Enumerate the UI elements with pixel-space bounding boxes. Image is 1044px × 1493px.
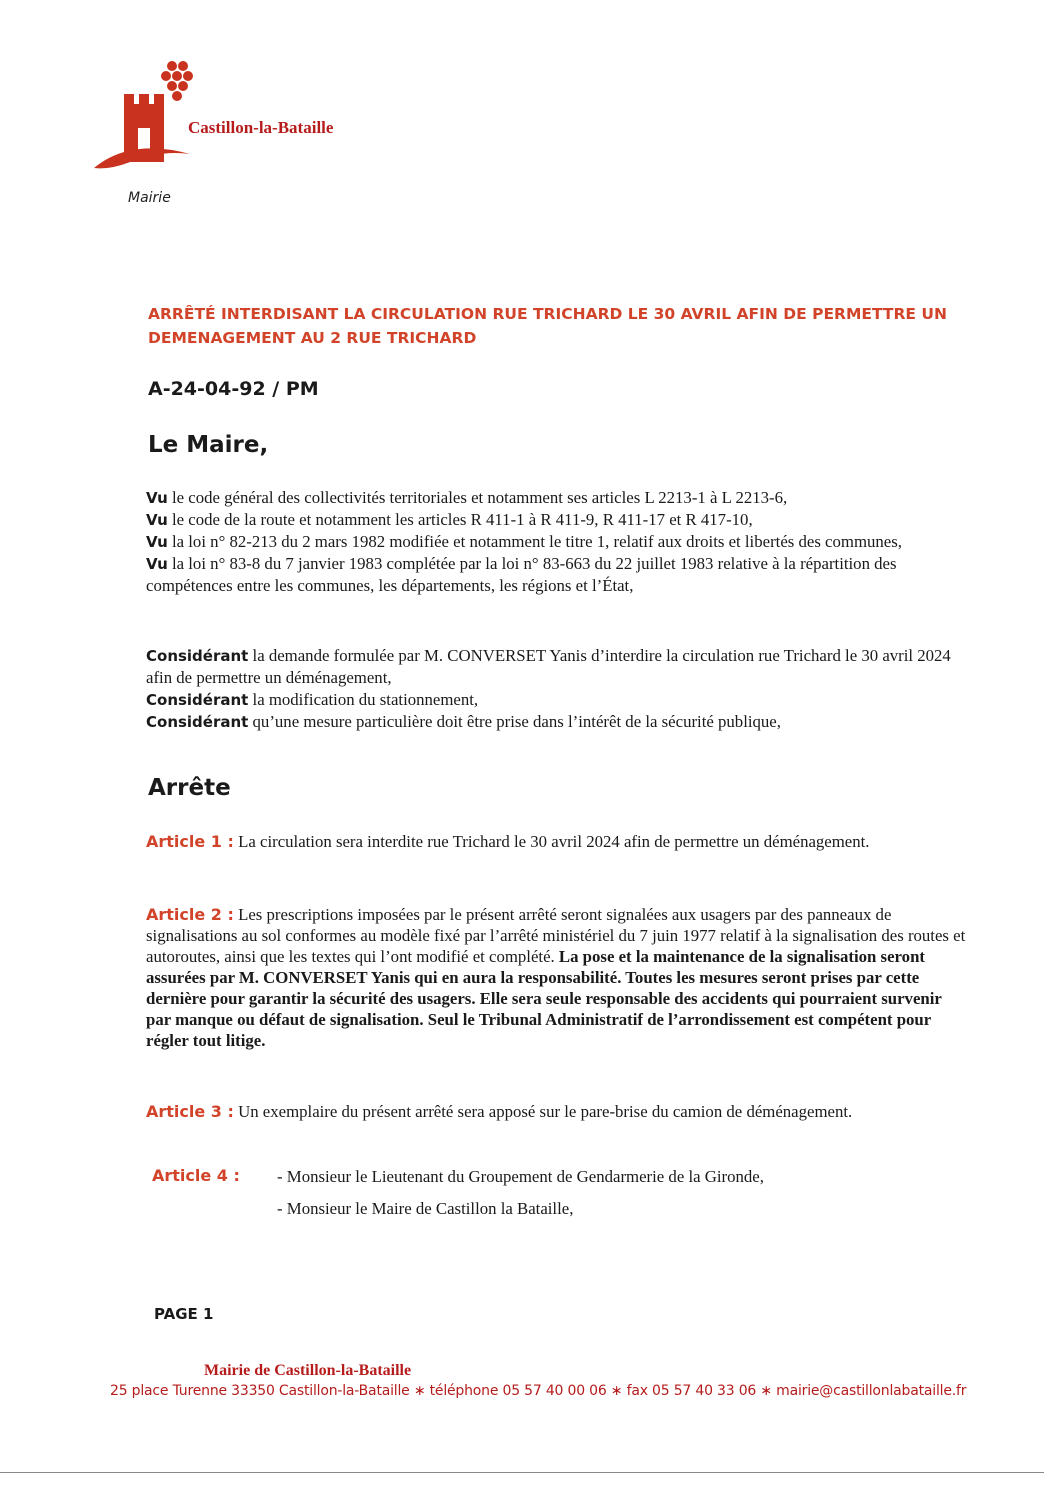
article-3-label: Article 3 : — [146, 1102, 234, 1121]
vu-text: le code de la route et notamment les articles R 411-1 à R 411-9, R 411-17 et R 417-10, — [167, 510, 753, 529]
article-1-text: La circulation sera interdite rue Trichard le 30 avril 2024 afin de permettre un déménagement. — [233, 832, 870, 851]
vu-text: la loi n° 82-213 du 2 mars 1982 modifiée et notamment le titre 1, relatif aux droits et libertés des communes, — [167, 532, 902, 551]
article-4-label: Article 4 : — [152, 1166, 240, 1185]
vu-line — [146, 531, 966, 553]
considerant-text: la demande formulée par M. CONVERSET Yanis d’interdire la circulation rue Trichard le 30 avril 2024 afin de permettre un déménagement, — [146, 646, 951, 687]
article-1-label: Article 1 : — [146, 832, 234, 851]
grapes-icon — [161, 61, 193, 101]
vu-line — [146, 509, 966, 531]
brand-name: Castillon-la-Bataille — [188, 118, 334, 137]
considerant-line — [146, 711, 966, 733]
castillon-logo — [90, 58, 200, 183]
footer-address: 25 place Turenne 33350 Castillon-la-Bataille ∗ téléphone 05 57 40 00 06 ∗ fax 05 57 40 33 06 ∗ mairie@castillonlabataille.fr — [110, 1383, 967, 1399]
considerant-line — [146, 689, 966, 711]
page-number: PAGE 1 — [154, 1305, 214, 1323]
brand-subtitle: Mairie — [128, 190, 171, 206]
article-1 — [146, 831, 966, 853]
vu-keyword: Vu — [146, 555, 168, 573]
vu-line — [146, 487, 966, 509]
document-title: ARRÊTÉ INTERDISANT LA CIRCULATION RUE TRICHARD LE 30 AVRIL AFIN DE PERMETTRE UN DEMENAGEMENT AU 2 RUE TRICHARD — [148, 305, 947, 347]
article-2-label: Article 2 : — [146, 905, 234, 924]
vu-text: le code général des collectivités territoriales et notamment ses articles L 2213-1 à L 2213-6, — [167, 488, 788, 507]
article-3-text: Un exemplaire du présent arrêté sera apposé sur le pare-brise du camion de déménagement. — [233, 1102, 853, 1121]
article-3 — [146, 1101, 966, 1123]
article-2-bold-text: La pose et la maintenance de la signalisation seront assurées par M. CONVERSET Yanis qui en aura la responsabilité. Toutes les mesures seront prises par cette dernière pour garantir la sécurité des usagers. Elle sera seule responsable des accidents qui pourraient survenir par manque ou défaut de signalisation. Seul le Tribunal Administratif de l’arrondissement est compétent pour régler tout litige. — [146, 947, 942, 1050]
footer-title: Mairie de Castillon-la-Bataille — [204, 1362, 412, 1379]
vu-text: la loi n° 83-8 du 7 janvier 1983 complétée par la loi n° 83-663 du 22 juillet 1983 relative à la répartition des compétences entre les communes, les départements, les régions et l’État, — [146, 554, 897, 595]
considerant-text: qu’une mesure particulière doit être prise dans l’intérêt de la sécurité publique, — [248, 712, 781, 731]
considerant-keyword: Considérant — [146, 691, 249, 709]
arrete-heading: Arrête — [148, 775, 231, 801]
vu-keyword: Vu — [146, 489, 168, 507]
article-2-text: Les prescriptions imposées par le présent arrêté seront signalées aux usagers par des panneaux de signalisations au sol conformes au modèle fixé par l’arrêté ministériel du 7 juin 1977 relatif à la signalisation des routes et autoroutes, ainsi que les textes qui l’ont modifié et complété. — [146, 905, 966, 966]
vu-keyword: Vu — [146, 511, 168, 529]
considerant-keyword: Considérant — [146, 713, 249, 731]
article-4-item: - Monsieur le Lieutenant du Groupement de Gendarmerie de la Gironde, — [277, 1167, 764, 1186]
article-2 — [146, 904, 966, 1051]
vu-line — [146, 553, 966, 597]
document-reference: A-24-04-92 / PM — [148, 378, 319, 400]
vu-keyword: Vu — [146, 533, 168, 551]
vu-block — [146, 487, 966, 597]
bottom-divider — [0, 1472, 1044, 1473]
considerant-text: la modification du stationnement, — [248, 690, 479, 709]
considerant-keyword: Considérant — [146, 647, 249, 665]
article-4-item: - Monsieur le Maire de Castillon la Bataille, — [277, 1199, 574, 1218]
mayor-heading: Le Maire, — [148, 432, 269, 458]
considerant-line — [146, 645, 966, 689]
considerant-block — [146, 645, 966, 733]
